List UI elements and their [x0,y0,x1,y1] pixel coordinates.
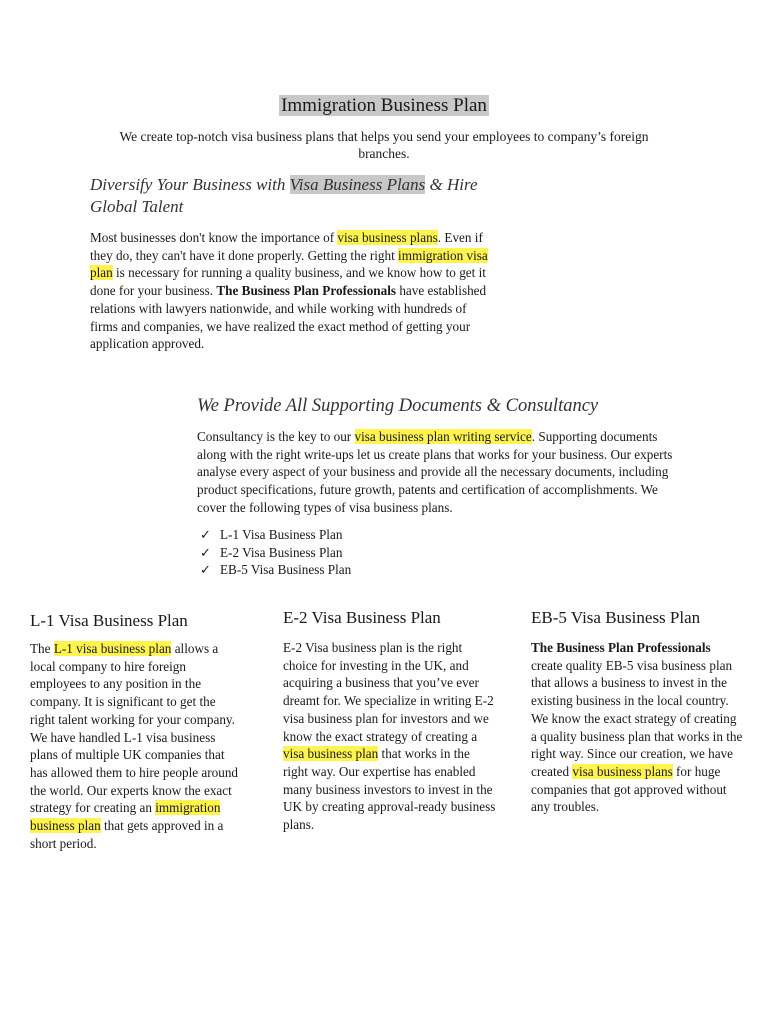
checklist-item-label: L-1 Visa Business Plan [220,527,343,542]
intro-bold-company: The Business Plan Professionals [216,283,397,299]
check-icon: ✓ [200,562,212,578]
checklist-item-label: EB-5 Visa Business Plan [220,562,352,578]
diversify-heading-post: & Hire Global Talent [90,175,478,216]
checklist-item-label: E-2 Visa Business Plan [220,544,343,560]
consultancy-paragraph [197,428,682,517]
eb5-column-heading: EB-5 Visa Business Plan [531,608,701,627]
intro-text-4: have established relations with lawyers nationwide, and while working with hundreds of firms and companies, we have realized the exact method of getting your application approved. [90,283,487,352]
eb5-text-2: for huge companies that got approved without any troubles. [531,763,727,815]
l1-column-heading: L-1 Visa Business Plan [30,611,188,630]
l1-text-2: allows a local company to hire foreign employees to any position in the company. It is significant to get the right talent working for your company. We have handled L-1 visa business plans of multiple UK companies that has allowed them to hire people around the world. Our experts know the exact strategy for creating an [30,641,239,816]
intro-text-1: Most businesses don't know the importance of [90,230,338,245]
e2-text-2: that works in the right way. Our expertise has enabled many business investors to invest in the UK by creating approval-ready business plans. [283,746,496,833]
intro-highlight-1: visa business plans [337,230,438,245]
visa-types-checklist [200,526,500,579]
eb5-highlight-1: visa business plans [572,763,673,779]
consult-text-2: . Supporting documents along with the right write-ups let us create plans that works for your business. Our experts analyse every aspect of your business and provide all the necessary documents, including product specifications, future growth, patents and certification of accomplishments. We cover the following types of visa business plans. [197,429,673,515]
e2-text-1: E-2 Visa business plan is the right choice for investing in the UK, and acquiring a business that you’ve ever dreamt for. We specialize in writing E-2 visa business plan for investors and we know the exact strategy of creating a [283,640,494,744]
consult-text-1: Consultancy is the key to our [197,429,355,444]
consult-highlight-1: visa business plan writing service [354,429,532,444]
document-title [0,94,768,118]
eb5-column-paragraph [531,639,743,816]
diversify-heading-pre: Diversify Your Business with [90,175,290,194]
l1-column-paragraph [30,640,238,852]
diversify-heading [90,174,510,218]
document-subtitle: We create top-notch visa business plans that helps you send your employees to company’s foreign branches. [119,129,649,161]
l1-text-1: The [30,641,54,656]
diversify-heading-highlight: Visa Business Plans [289,175,426,194]
check-icon: ✓ [200,544,212,560]
check-icon: ✓ [200,527,212,542]
checklist-item [200,526,500,544]
e2-column-paragraph [283,639,498,834]
document-title-text: Immigration Business Plan [281,95,487,116]
eb5-bold-company: The Business Plan Professionals [531,640,711,655]
checklist-item [200,544,500,562]
provide-heading: We Provide All Supporting Documents & Consultancy [197,396,599,416]
intro-text-2: . Even if they do, they can't have it done properly. Getting the right [90,230,483,263]
e2-column-heading: E-2 Visa Business Plan [283,608,441,627]
l1-text-3: that gets approved in a short period. [30,818,224,851]
intro-highlight-2: immigration visa plan [90,247,488,281]
intro-text-3: is necessary for running a quality business, and we know how to get it done for your business. [90,265,486,299]
eb5-text-1: create quality EB-5 visa business plan that allows a business to invest in the existing business in the local country. We know the exact strategy of creating a quality business plan that works in the right way. Since our creation, we have created [531,657,743,779]
intro-paragraph [90,229,495,353]
l1-highlight-1: L-1 visa business plan [53,641,172,656]
e2-highlight-1: visa business plan [283,746,379,762]
l1-highlight-2: immigration business plan [30,800,221,834]
checklist-item [200,561,500,579]
